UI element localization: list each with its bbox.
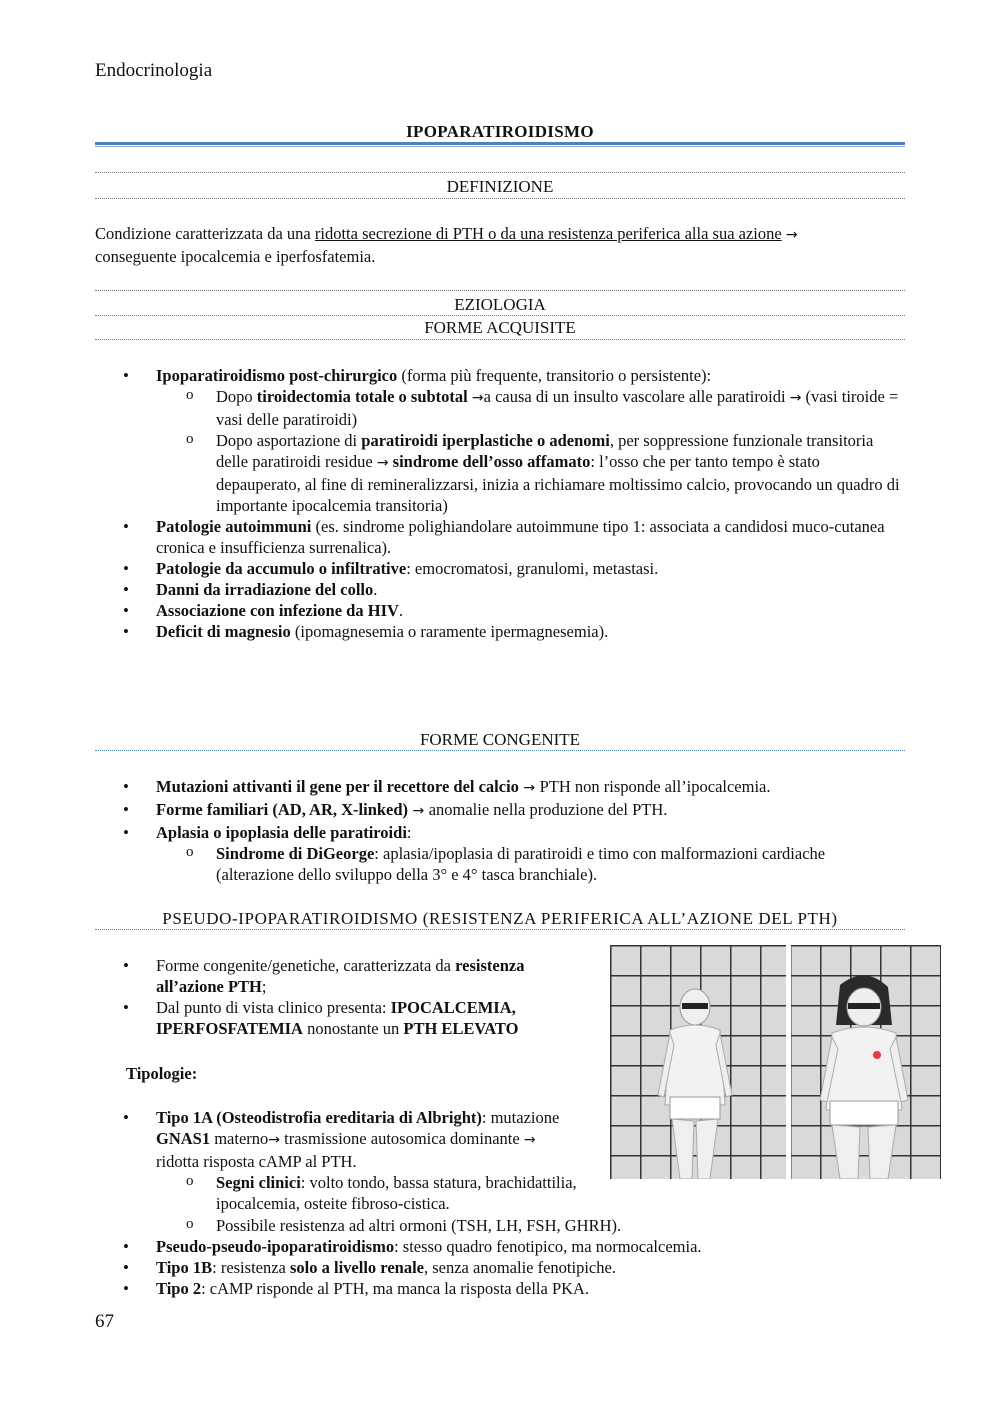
list-item: • Tipo 1B: resistenza solo a livello renale, senza anomalie fenotipiche.: [95, 1257, 905, 1278]
underlined-text: ridotta secrezione di PTH o da una resistenza periferica alla sua azione: [314, 224, 782, 243]
list-item: • Associazione con infezione da HIV.: [95, 600, 905, 621]
arrow-icon: →: [523, 1132, 536, 1148]
document-header: Endocrinologia: [95, 60, 213, 81]
divider: [95, 290, 905, 291]
list-subitem: o Possibile resistenza ad altri ormoni (TSH, LH, FSH, GHRH).: [95, 1215, 905, 1236]
arrow-icon: →: [789, 390, 802, 406]
list-item: • Tipo 2: cAMP risponde al PTH, ma manca la risposta della PKA.: [95, 1278, 905, 1299]
subsection-heading-congenite: FORME CONGENITE: [419, 730, 581, 749]
divider: [95, 315, 905, 316]
list-item: • Dal punto di vista clinico presenta: IPOCALCEMIA, IPERFOSFATEMIA nonostante un PTH ELEVATO: [95, 997, 575, 1039]
arrow-icon: →: [408, 803, 429, 819]
arrow-icon: →: [518, 780, 540, 796]
divider: [95, 929, 905, 930]
list-item: • Patologie autoimmuni (es. sindrome polighiandolare autoimmune tipo 1: associata a candidosi muco-cutanea cronica e insufficienza surrenalica).: [95, 516, 905, 558]
arrow-icon: →: [785, 227, 798, 243]
subsection-heading-acquisite: FORME ACQUISITE: [424, 318, 576, 337]
divider: [95, 172, 905, 173]
list-subitem: o Dopo tiroidectomia totale o subtotal →a causa di un insulto vascolare alle paratiroidi → (vasi tiroide = vasi delle paratiroidi): [95, 386, 905, 430]
list-item: • Aplasia o ipoplasia delle paratiroidi:: [95, 822, 905, 843]
list-item: • Forme familiari (AD, AR, X-linked) → anomalie nella produzione del PTH.: [95, 799, 905, 822]
section-heading-eziologia: EZIOLOGIA: [454, 295, 546, 314]
arrow-icon: →: [376, 455, 389, 471]
list-item: • Forme congenite/genetiche, caratterizzata da resistenza all’azione PTH;: [95, 955, 575, 997]
tipo1a-list: [95, 1107, 595, 1214]
list-item: • Patologie da accumulo o infiltrative: emocromatosi, granulomi, metastasi.: [95, 558, 905, 579]
list-subitem: o Segni clinici: volto tondo, bassa statura, brachidattilia, ipocalcemia, osteite fibroso-cistica.: [95, 1172, 596, 1214]
list-item: • Ipoparatiroidismo post-chirurgico (forma più frequente, transitorio o persistente):: [95, 365, 905, 386]
list-item: • Pseudo-pseudo-ipoparatiroidismo: stesso quadro fenotipico, ma normocalcemia.: [95, 1236, 905, 1257]
list-item: • Mutazioni attivanti il gene per il recettore del calcio → PTH non risponde all’ipocalcemia.: [95, 776, 905, 799]
pseudo-other-list: [95, 1215, 905, 1299]
arrow-icon: →: [471, 390, 484, 406]
acquisite-list: [95, 365, 905, 642]
definition-paragraph: Condizione caratterizzata da una ridotta secrezione di PTH o da una resistenza periferica alla sua azione → conseguente ipocalcemia e iperfosfatemia.: [95, 224, 798, 266]
title-rule: [95, 142, 905, 145]
title-rule-thin: [95, 146, 905, 147]
list-subitem: o Dopo asportazione di paratiroidi iperplastiche o adenomi, per soppressione funzionale transitoria delle paratiroidi residue → sindrome dell’osso affamato: l’osso che per tanto tempo è stato depauperato, al fine di remineralizzarsi, inizia a richiamare moltissimo calcio, provocando un quadro di importante ipocalcemia transitoria): [95, 430, 905, 516]
list-item: • Danni da irradiazione del collo.: [95, 579, 905, 600]
section-heading-pseudo: PSEUDO-IPOPARATIROIDISMO (RESISTENZA PERIFERICA ALL’AZIONE DEL PTH): [162, 909, 838, 928]
divider: [95, 750, 905, 751]
clinical-photo: [610, 945, 941, 1179]
congenite-list: [95, 776, 905, 885]
divider: [95, 198, 905, 199]
list-item: • Tipo 1A (Osteodistrofia ereditaria di Albright): mutazione GNAS1 materno→ trasmissione autosomica dominante → ridotta risposta cAMP al PTH.: [95, 1107, 576, 1172]
tipologie-label: Tipologie:: [126, 1064, 198, 1083]
divider: [95, 339, 905, 340]
list-item: • Deficit di magnesio (ipomagnesemia o raramente ipermagnesemia).: [95, 621, 905, 642]
pseudo-intro-list: [95, 955, 575, 1039]
list-subitem: o Sindrome di DiGeorge: aplasia/ipoplasia di paratiroidi e timo con malformazioni cardiache (alterazione dello sviluppo della 3° e 4° tasca branchiale).: [95, 843, 836, 885]
section-heading-definizione: DEFINIZIONE: [446, 177, 554, 196]
page-title: IPOPARATIROIDISMO: [406, 122, 594, 141]
arrow-icon: →: [268, 1132, 281, 1148]
page-number: 67: [95, 1311, 114, 1332]
